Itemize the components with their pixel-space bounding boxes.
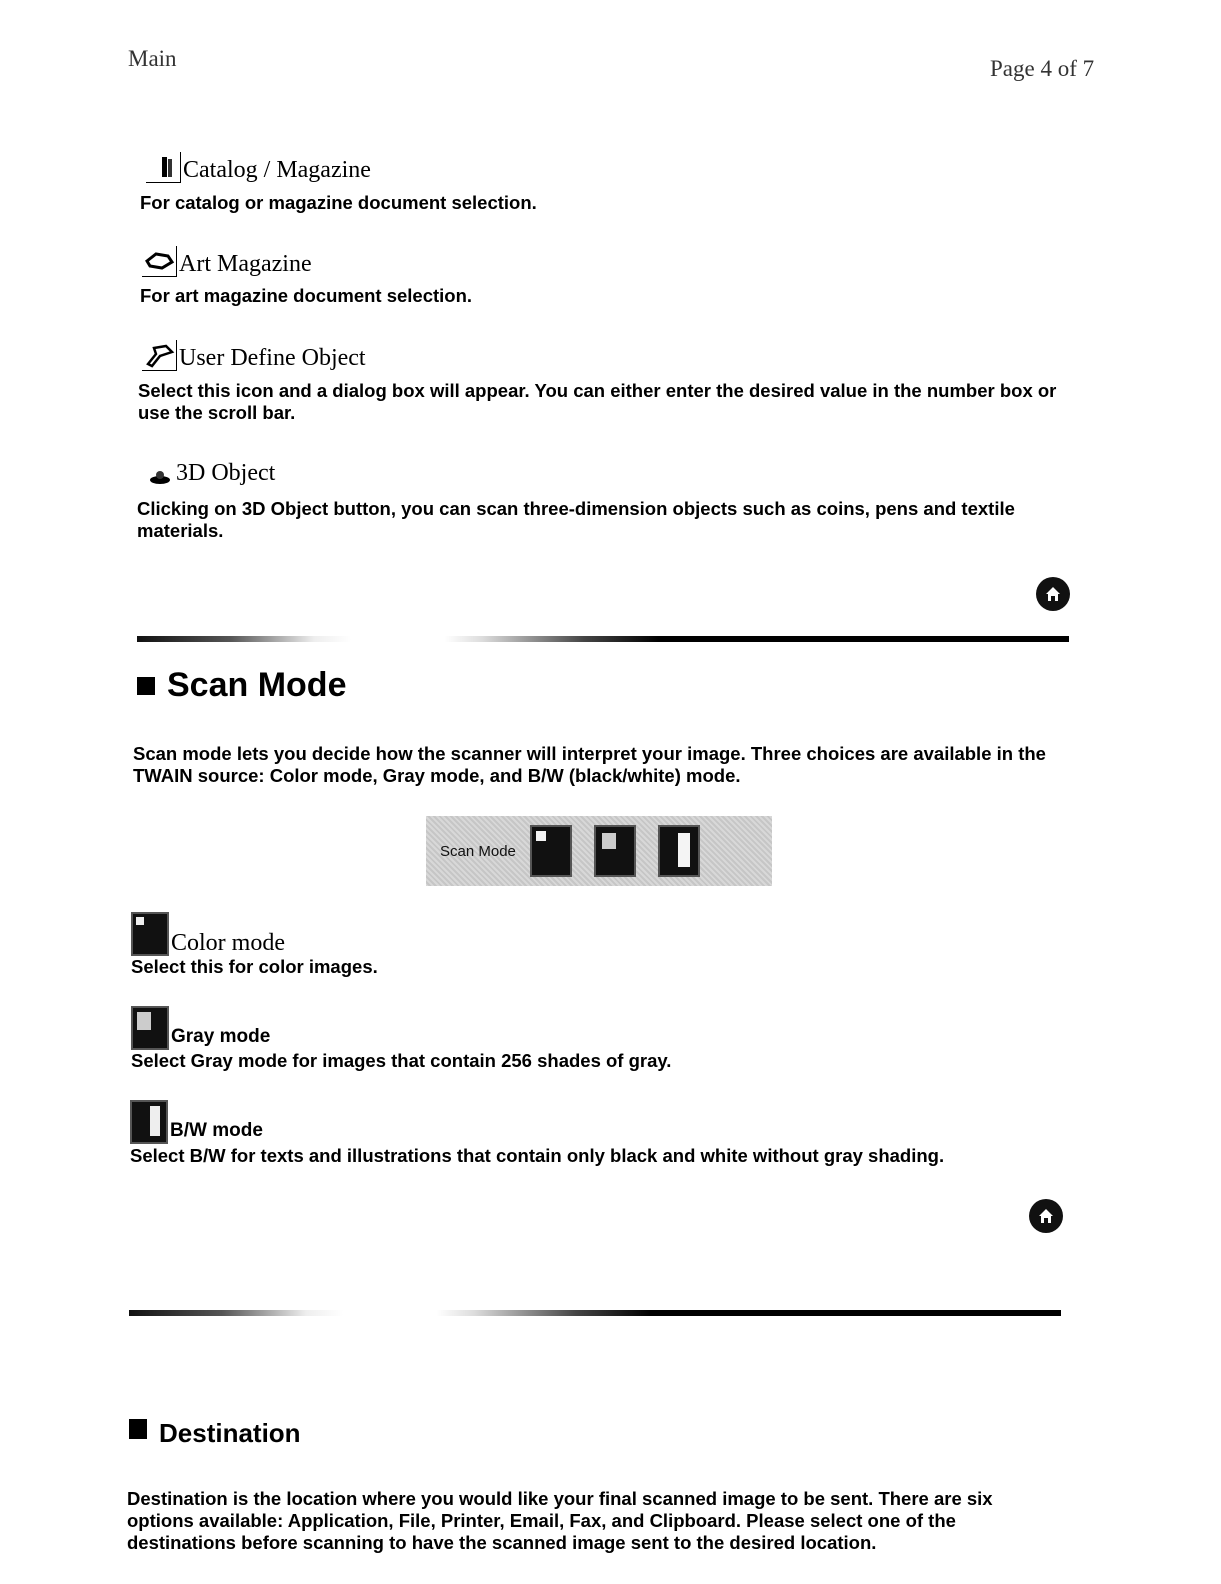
gray-mode-title[interactable]: Gray mode — [131, 1006, 270, 1050]
color-mode-title[interactable]: Color mode — [131, 912, 285, 956]
scan-mode-intro: Scan mode lets you decide how the scanner will interpret your image. Three choices are available in the TWAIN source: Color mode, Gray mode, and B/W (black/white) mode. — [133, 743, 1046, 786]
page-number: Page 4 of 7 — [990, 56, 1095, 81]
3d-object-title[interactable]: 3D Object — [146, 460, 275, 486]
header-left: Main — [128, 46, 177, 71]
catalog-icon — [146, 152, 181, 183]
scan-mode-heading: Scan Mode — [137, 666, 346, 705]
bw-mode-button[interactable] — [658, 825, 700, 877]
scan-mode-toolbar — [426, 816, 772, 886]
home-button[interactable] — [1029, 1199, 1063, 1233]
home-icon — [1036, 1206, 1056, 1226]
gray-mode-desc: Select Gray mode for images that contain 256 shades of gray. — [131, 1050, 672, 1071]
bw-mode-title[interactable]: B/W mode — [130, 1100, 263, 1144]
color-mode-icon — [131, 912, 169, 956]
home-button[interactable] — [1036, 577, 1070, 611]
bw-mode-icon — [130, 1100, 168, 1144]
color-mode-button[interactable] — [530, 825, 572, 877]
catalog-magazine-desc: For catalog or magazine document selection. — [140, 192, 537, 213]
section-divider — [137, 636, 1069, 642]
user-define-icon — [142, 340, 177, 371]
art-magazine-desc: For art magazine document selection. — [140, 285, 473, 306]
bullet-icon — [129, 1419, 147, 1439]
art-magazine-icon — [142, 246, 177, 277]
bullet-icon — [137, 677, 155, 695]
3d-object-desc: Clicking on 3D Object button, you can scan three-dimension objects such as coins, pens and textile materials. — [137, 498, 1015, 541]
scan-mode-toolbar-label: Scan Mode — [440, 842, 516, 860]
bw-mode-desc: Select B/W for texts and illustrations that contain only black and white without gray shading. — [130, 1145, 945, 1166]
3d-object-icon — [146, 460, 176, 486]
gray-mode-icon — [131, 1006, 169, 1050]
section-divider — [129, 1310, 1061, 1316]
color-mode-desc: Select this for color images. — [131, 956, 378, 977]
destination-heading: Destination — [129, 1418, 301, 1449]
home-icon — [1043, 584, 1063, 604]
art-magazine-title[interactable]: Art Magazine — [142, 246, 312, 277]
user-define-object-title[interactable]: User Define Object — [142, 340, 366, 371]
gray-mode-button[interactable] — [594, 825, 636, 877]
user-define-object-desc: Select this icon and a dialog box will appear. You can either enter the desired value in the number box or use the scroll bar. — [138, 380, 1057, 423]
destination-intro: Destination is the location where you would like your final scanned image to be sent. There are six options available: Application, File, Printer, Email, Fax, and Clipboard. Please select one of the destinations before scanning to have the scanned image sent to the desired location. — [127, 1488, 993, 1553]
catalog-magazine-title[interactable]: Catalog / Magazine — [146, 152, 371, 183]
